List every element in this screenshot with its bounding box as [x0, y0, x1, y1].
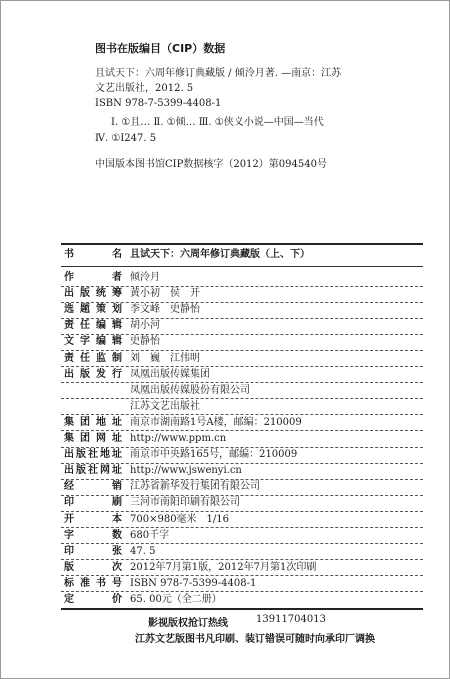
imprint-row	[64, 286, 422, 302]
imprint-value: 江苏省新华发行集团有限公司	[130, 481, 260, 493]
imprint-label: 集团地址	[64, 416, 122, 428]
cip-line-3: ISBN 978-7-5399-4408-1	[95, 98, 222, 109]
book-title-value: 且试天下：六周年修订典藏版（上、下）	[130, 249, 310, 260]
imprint-row	[64, 399, 422, 415]
imprint-value: 胡小河	[130, 320, 160, 332]
imprint-row	[64, 592, 422, 608]
imprint-value: http://www.jswenyi.cn	[130, 465, 242, 477]
cip-line-1: 且试天下：六周年修订典藏版 / 倾泠月著. —南京：江苏	[95, 68, 342, 79]
imprint-label: 开 本	[64, 513, 122, 525]
cip-line-6: 中国版本图书馆CIP数据核字（2012）第094540号	[95, 159, 327, 170]
imprint-row	[64, 270, 422, 286]
imprint-label: 标准书号	[64, 577, 122, 589]
imprint-value: 黄小初 侯 开	[130, 288, 200, 300]
imprint-label: 版 次	[64, 561, 122, 573]
imprint-value: 倾泠月	[130, 272, 160, 283]
imprint-value: 南京市湖南路1号A楼，邮编：210009	[130, 416, 302, 428]
imprint-label: 作 者	[64, 272, 122, 283]
cip-line-4: Ⅰ. ①且… Ⅱ. ①倾… Ⅲ. ①侠义小说—中国—当代	[111, 117, 324, 128]
imprint-row	[64, 334, 422, 350]
imprint-value: http://www.ppm.cn	[130, 433, 227, 444]
imprint-row	[64, 463, 422, 479]
imprint-value: 江苏文艺出版社	[130, 400, 200, 412]
cip-title: 图书在版编目（CIP）数据	[95, 42, 226, 55]
imprint-label: 经 销	[64, 481, 122, 493]
imprint-row	[64, 302, 422, 318]
imprint-row	[64, 318, 422, 334]
imprint-row	[64, 367, 422, 383]
imprint-value: 700×980毫米 1/16	[130, 513, 230, 525]
book-title-label: 书 名	[64, 249, 122, 260]
imprint-row	[64, 479, 422, 495]
imprint-row	[64, 415, 422, 431]
imprint-row	[64, 512, 422, 528]
imprint-value: 65. 00元（全二册）	[130, 594, 222, 605]
imprint-row	[64, 447, 422, 463]
top-rule	[61, 243, 423, 245]
imprint-value: 凤凰出版传媒集团	[130, 368, 210, 380]
imprint-row	[64, 560, 422, 576]
bottom-rule	[61, 608, 423, 610]
imprint-label: 责任编辑	[64, 320, 122, 332]
imprint-value: 凤凰出版传媒股份有限公司	[130, 384, 250, 396]
imprint-label: 出版社网址	[64, 465, 122, 477]
imprint-value: 李文峰 史静怡	[130, 304, 200, 316]
imprint-value: 680千字	[130, 529, 170, 541]
imprint-value: 三河市南阳印刷有限公司	[130, 497, 240, 509]
print-error-notice: 江苏文艺版图书凡印刷、装订错误可随时向承印厂调换	[135, 634, 375, 645]
imprint-value: 刘 巍 江伟明	[130, 352, 200, 364]
cip-line-5: Ⅳ. ①I247. 5	[95, 133, 157, 144]
imprint-label: 定 价	[64, 594, 122, 605]
imprint-row	[64, 544, 422, 560]
imprint-row	[64, 351, 422, 367]
imprint-label: 印 刷	[64, 497, 122, 509]
imprint-row	[64, 576, 422, 592]
imprint-value: 南京市中央路165号，邮编：210009	[130, 449, 298, 461]
imprint-row	[64, 383, 422, 399]
hotline-label: 影视版权抢订热线	[148, 618, 228, 629]
imprint-label: 字 数	[64, 529, 122, 541]
cip-line-2: 文艺出版社，2012. 5	[95, 83, 194, 94]
imprint-row	[64, 495, 422, 511]
imprint-row	[64, 528, 422, 544]
imprint-label: 责任监制	[64, 352, 122, 364]
imprint-value: ISBN 978-7-5399-4408-1	[130, 577, 257, 589]
imprint-value: 史静怡	[130, 336, 160, 348]
imprint-row	[64, 431, 422, 447]
imprint-label: 出版统筹	[64, 288, 122, 300]
imprint-label: 印 张	[64, 545, 122, 557]
imprint-label: 出版社地址	[64, 449, 122, 461]
imprint-value: 2012年7月第1版，2012年7月第1次印刷	[130, 561, 317, 573]
hotline-number: 13911704013	[256, 614, 326, 625]
imprint-label: 文字编辑	[64, 336, 122, 348]
title-rule	[61, 266, 423, 267]
imprint-label: 出版发行	[64, 368, 122, 380]
imprint-value: 47. 5	[130, 545, 156, 557]
imprint-label: 选题策划	[64, 304, 122, 316]
book-title-row	[64, 246, 422, 264]
imprint-label: 集团网址	[64, 433, 122, 444]
